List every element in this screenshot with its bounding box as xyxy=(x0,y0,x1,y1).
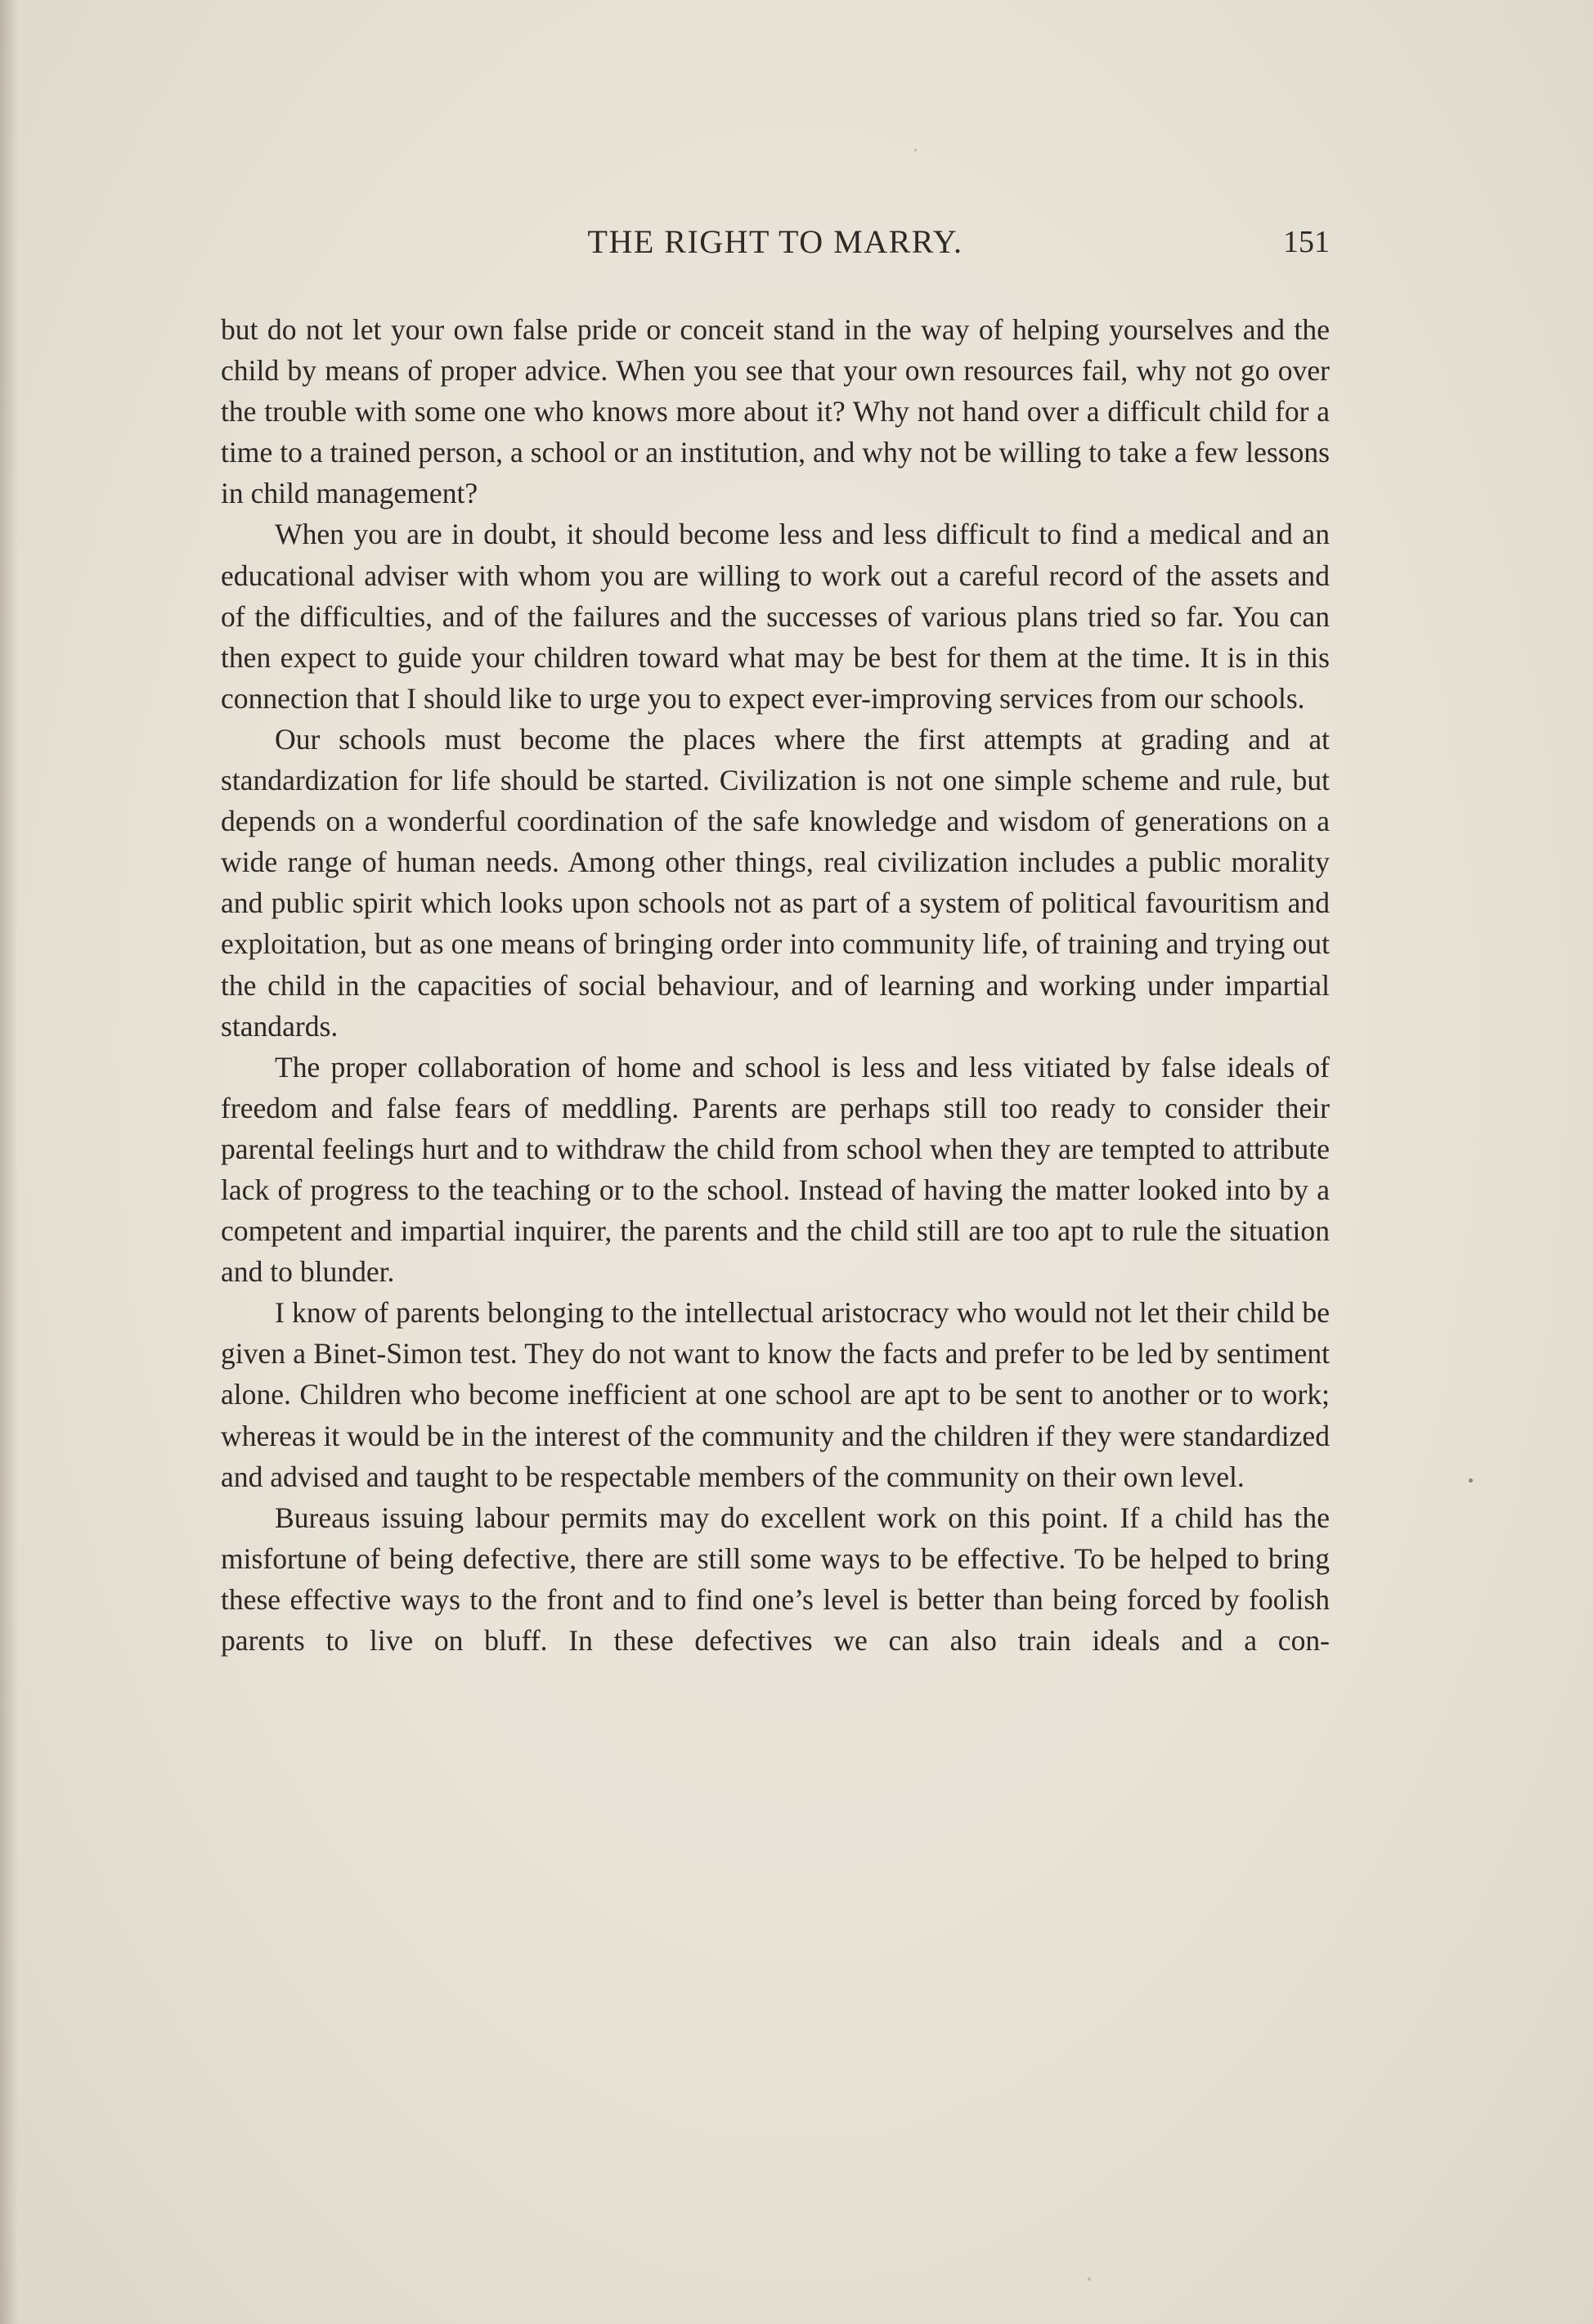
paragraph-1: but do not let your own false pride or conceit stand in the way of helping yourselves and the child by means of proper advice. When you see that your own resources fail, why not go over the trouble with some one who knows more about it? Why not hand over a difficult child for a time to a trained person, a school or an institution, and why not be willing to take a few lessons in child management? xyxy=(221,313,1330,510)
paragraph-5: I know of parents belonging to the intellectual aristocracy who would not let their child be given a Binet-Simon test. They do not want to know the facts and prefer to be led by sentiment alone. Children who become inefficient at one school are apt to be sent to another or to work; whereas it would be in the interest of the community and the children if they were standardized and advised and taught to be respectable members of the community on their own level. xyxy=(221,1296,1330,1493)
page-edge-shadow xyxy=(0,0,18,2324)
paper-fleck xyxy=(1469,1478,1473,1483)
paragraph-6: Bureaus issuing labour permits may do excellent work on this point. If a child has the misfortune of being defective, there are still some ways to be effective. To be helped to bring these effective ways to the front and to find one’s level is better than being forced by foolish parents to live on bluff. In these defectives we can also train ideals and a con- xyxy=(221,1501,1330,1657)
paragraph-3: Our schools must become the places where the first attempts at grading and at standardization for life should be started. Civilization is not one simple scheme and rule, but depends on a wonderful coordination of the safe knowledge and wisdom of generations on a wide range of human needs. Among other things, real civilization includes a public morality and public spirit which looks upon schools not as part of a system of political favouritism and exploitation, but as one means of bringing order into community life, of training and trying out the child in the capacities of social behaviour, and of learning and working under impartial standards. xyxy=(221,722,1330,1043)
paragraph-4: The proper collaboration of home and school is less and less vitiated by false ideals of freedom and false fears of meddling. Parents are perhaps still too ready to consider their parental feelings hurt and to withdraw the child from school when they are tempted to attribute lack of progress to the teaching or to the school. Instead of having the matter looked into by a competent and impartial inquirer, the parents and the child still are too apt to rule the situation and to blunder. xyxy=(221,1050,1330,1289)
page-header xyxy=(221,222,1330,271)
paper-fleck xyxy=(914,149,917,151)
body-text xyxy=(221,309,1330,1661)
page-number: 151 xyxy=(1283,225,1330,259)
paragraph-2: When you are in doubt, it should become less and less difficult to find a medical and an educational adviser with whom you are willing to work out a careful record of the assets and of the difficulties, and of the failures and the successes of various plans tried so far. You can then expect to guide your children toward what may be best for them at the time. It is in this connection that I should like to urge you to expect ever-improving services from our schools. xyxy=(221,518,1330,715)
paper-fleck xyxy=(1088,2277,1091,2281)
running-head: THE RIGHT TO MARRY. xyxy=(587,223,963,260)
